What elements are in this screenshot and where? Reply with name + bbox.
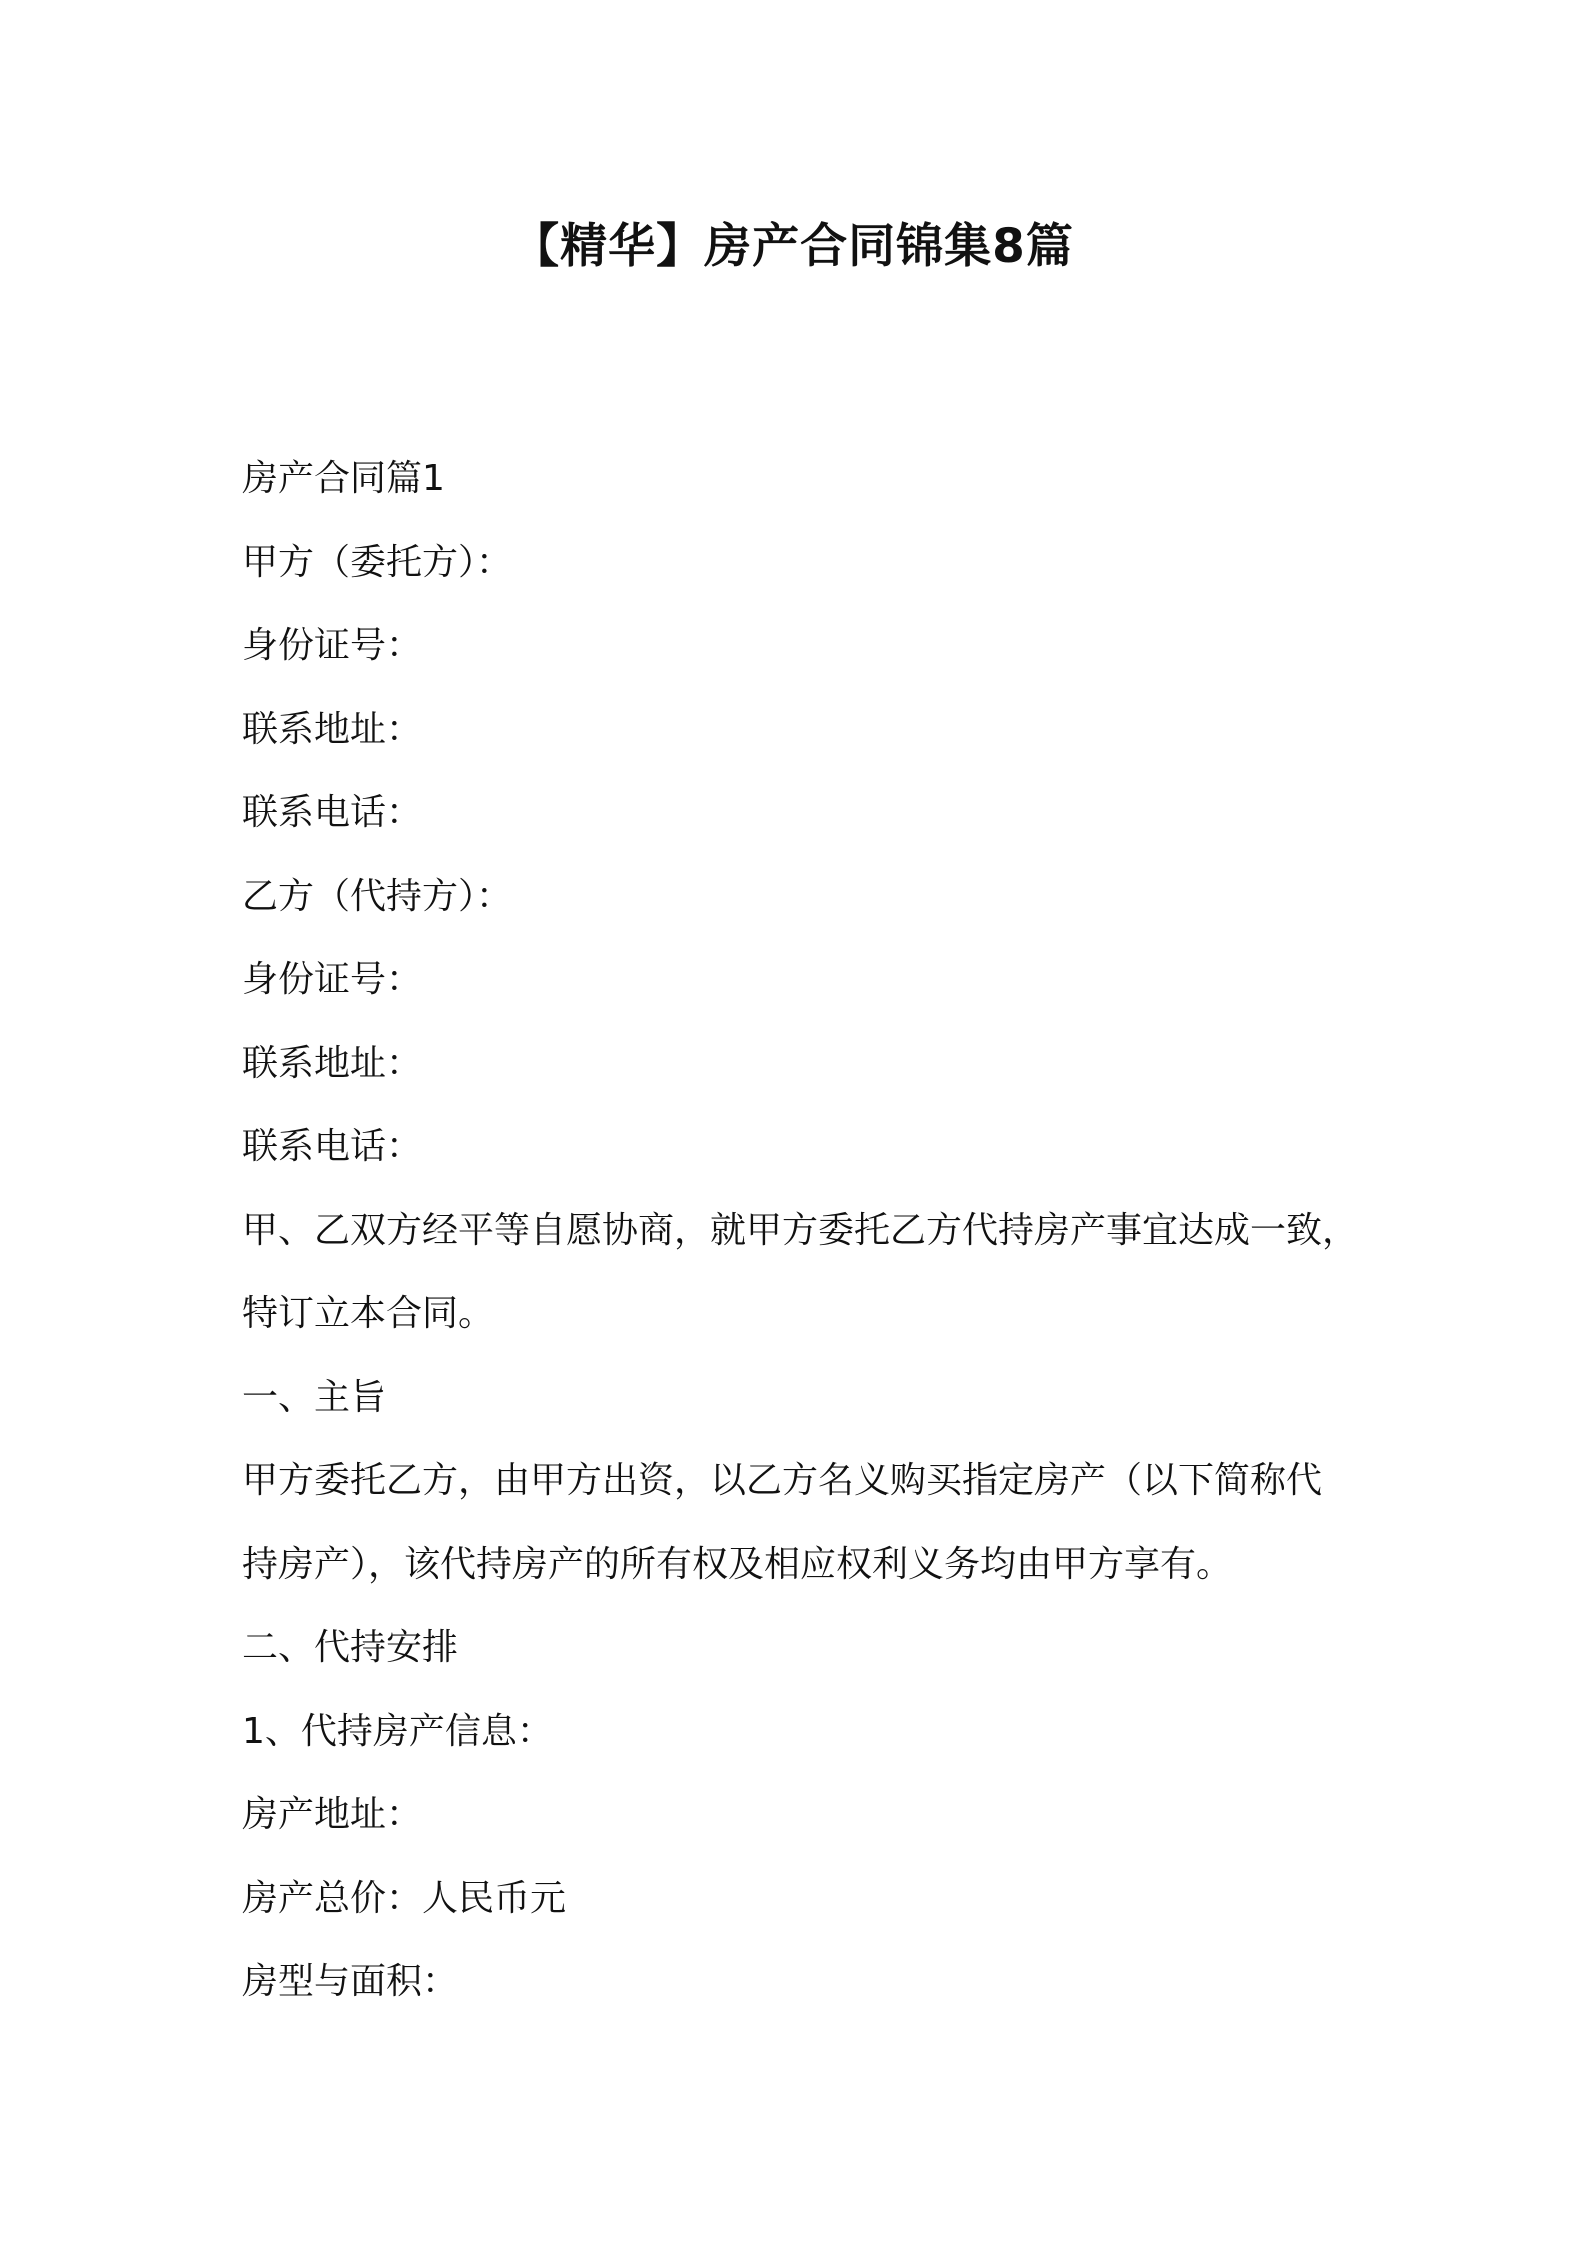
document-title: 【精华】房产合同锦集8篇 bbox=[512, 219, 1074, 274]
party-a-id-label: 身份证号： bbox=[242, 625, 423, 666]
property-info-heading: 1、代持房产信息： bbox=[242, 1710, 553, 1752]
party-a-address-label: 联系地址： bbox=[242, 708, 423, 750]
preamble-line-1: 甲、乙双方经平等自愿协商，就甲方委托乙方代持房产事宜达成一致， bbox=[242, 1209, 1359, 1251]
purpose-line-1: 甲方委托乙方，由甲方出资，以乙方名义购买指定房产（以下简称代 bbox=[242, 1460, 1323, 1501]
property-type-area-label: 房型与面积： bbox=[242, 1961, 459, 2002]
party-b-id-label: 身份证号： bbox=[242, 959, 423, 1000]
clause-heading-arrangement: 二、代持安排 bbox=[242, 1627, 459, 1668]
party-a-phone-label: 联系电话： bbox=[242, 792, 423, 833]
preamble-line-2: 特订立本合同。 bbox=[242, 1293, 495, 1334]
property-price-label: 房产总价：人民币元 bbox=[242, 1877, 567, 1919]
clause-heading-purpose: 一、主旨 bbox=[242, 1376, 387, 1418]
property-address-label: 房产地址： bbox=[242, 1794, 423, 1835]
document-body bbox=[242, 448, 1362, 2035]
party-a-label: 甲方（委托方）： bbox=[242, 541, 513, 583]
party-b-label: 乙方（代持方）： bbox=[242, 875, 513, 917]
section-heading: 房产合同篇1 bbox=[242, 458, 445, 499]
purpose-line-2: 持房产），该代持房产的所有权及相应权利义务均由甲方享有。 bbox=[242, 1543, 1233, 1585]
party-b-address-label: 联系地址： bbox=[242, 1042, 423, 1084]
party-b-phone-label: 联系电话： bbox=[242, 1126, 423, 1167]
